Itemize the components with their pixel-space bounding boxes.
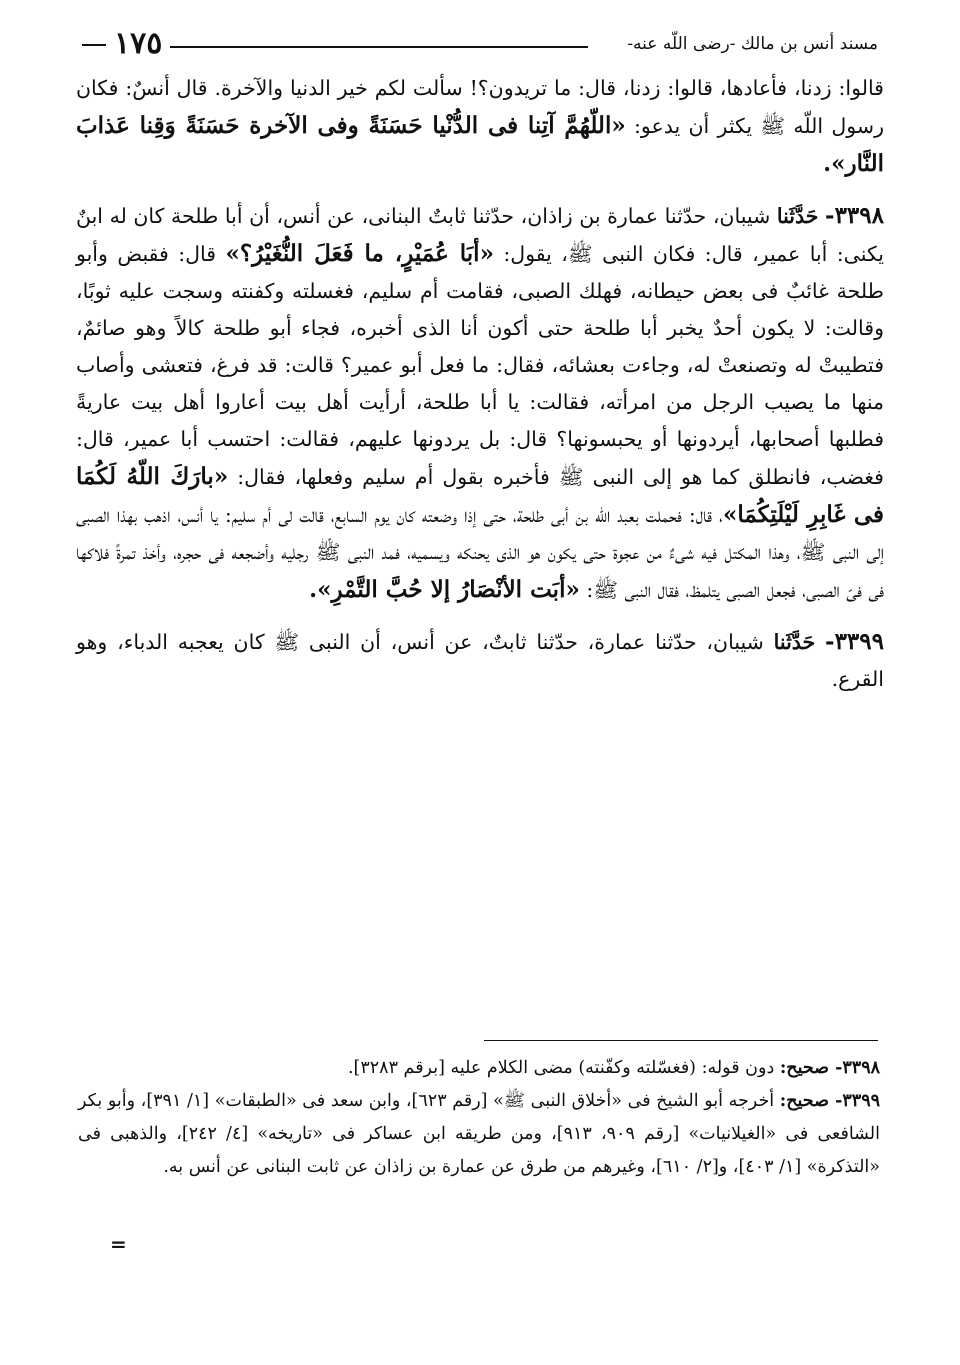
- hadith-3398-text-3: ، قال: فحملت بعبد اللّه بن أبى طلحة، حتى إذا وضعته كان يوم السابع، قالت لى أم سليم: يا أنس، اذهب بهذا الصبى إلى النبى ﷺ، وهذا المكتل فيه شىءٌ من عجوة حتى يكون هو الذى يحنكه ويسميه، فمد النبى ﷺ رجليه وأضجعه فى حجره، وأخذ تمرةً فلاكها فى فىّ الصبى، فجعل الصبى يتلمظ، فقال النبى ﷺ:: [76, 503, 884, 602]
- hadith-3398-quote-3: «أبَت الأنْصَارُ إلا حُبَّ التَّمْرِ».: [309, 576, 580, 603]
- footnotes: [78, 1052, 880, 1184]
- hadith-3398-quote-1: «أبَا عُمَيْرٍ، ما فَعَلَ النُّغَيْرُ؟»: [225, 240, 494, 267]
- hadith-3398-text-1: شيبان، حدّثنا عمارة بن زاذان، حدّثنا ثابتٌ البنانى، عن أنس، أن أبا طلحة كان له ابنٌ يكنى: أبا عمير، قال: فكان النبى ﷺ، يقول:: [76, 204, 884, 266]
- footnote-3399-label: ٣٣٩٩- صحيح:: [779, 1091, 880, 1111]
- continuation-line: قالوا: زدنا، فأعادها، قالوا: زدنا، قال: ما تريدون؟! سألت لكم خير الدنيا والآخرة.: [214, 76, 884, 100]
- footnote-separator: [484, 1040, 878, 1041]
- page-header: [82, 24, 878, 64]
- dua-quote: «اللّهُمَّ آتِنا فى الدُّنْيا حَسَنَةً وفى الآخرة حَسَنَةً وَقِنا عَذابَ النَّار».: [76, 112, 884, 177]
- continuation-mark: =: [110, 1232, 127, 1256]
- footnote-3398-text: دون قوله: (فغسّلته وكفّنته) مضى الكلام عليه [برقم ٣٢٨٣].: [347, 1058, 775, 1078]
- footnote-3398: [78, 1052, 880, 1085]
- main-text: [76, 70, 884, 698]
- hadith-3398: [76, 197, 884, 609]
- hadith-3398-text-2: قال: فقبض وأبو طلحة غائبٌ فى بعض حيطانه، فهلك الصبى، فقامت أم سليم، فغسلته وكفنته وسجت عليه ثوبًا، وقالت: لا يكون أحدٌ يخبر أبا طلحة حتى أكون أنا الذى أخبره، فجاء أبو طلحة كالاً وهو صائمٌ، فتطيبتْ له وتصنعتْ له، وجاءت بعشائه، فقال: ما فعل أبو عمير؟ قالت: قد فرغ، فتعشى وأصاب منها ما يصيب الرجل من امرأته، فقالت: يا أبا طلحة، أرأيت أهل بيت أعاروا أهل بيت عاريةً فطلبها أصحابها، أيردونها أو يحبسونها؟ قال: بل يردونها عليهم، فقالت: احتسب أبا عمير، قال: فغضب، فانطلق كما هو إلى النبى ﷺ فأخبره بقول أم سليم وفعلها، فقال:: [76, 242, 884, 489]
- hadith-3399: [76, 623, 884, 698]
- hadith-3399-number: ٣٣٩٩-: [825, 628, 884, 655]
- header-rule: [170, 46, 588, 48]
- hadith-3398-haddathana: حَدَّثَنا: [776, 204, 819, 228]
- footnote-3399-text: أخرجه أبو الشيخ فى «أخلاق النبى ﷺ» [رقم ٦٢٣]، وابن سعد فى «الطبقات» [١/ ٣٩١]، وأبو بكر الشافعى فى «الغيلانيات» [رقم ٩٠٩، ٩١٣]، ومن طريقه ابن عساكر فى «تاريخه» [٤/ ٢٤٢]، والذهبى فى «التذكرة» [١/ ٤٠٣]، و[٢/ ٦١٠]، وغيرهم من طرق عن عمارة بن زاذان عن ثابت البنانى عن أنس به.: [78, 1091, 880, 1177]
- anas-intro: قال أنسٌ: فكان رسول اللّه ﷺ يكثر أن يدعو:: [76, 76, 884, 138]
- footnote-3398-label: ٣٣٩٨- صحيح:: [779, 1058, 880, 1078]
- hadith-3398-number: ٣٣٩٨-: [825, 202, 884, 229]
- hadith-3399-text: شيبان، حدّثنا عمارة، حدّثنا ثابتٌ، عن أنس، أن النبى ﷺ كان يعجبه الدباء، وهو القرع.: [76, 630, 884, 691]
- page-number-dash: [82, 44, 106, 46]
- footnote-3399: [78, 1085, 880, 1184]
- hadith-3398-quote-2: «بارَكَ اللّهُ لَكُمَا فى غَابِرِ لَيْلَتِكُمَا»: [76, 463, 884, 528]
- page-number: [82, 26, 162, 61]
- paragraph-continuation: [76, 70, 884, 183]
- hadith-3399-haddathana: حَدَّثَنا: [773, 630, 816, 654]
- running-title: مسند أنس بن مالك -رضى اللّه عنه-: [627, 34, 878, 54]
- page-number-value: ١٧٥: [114, 26, 163, 61]
